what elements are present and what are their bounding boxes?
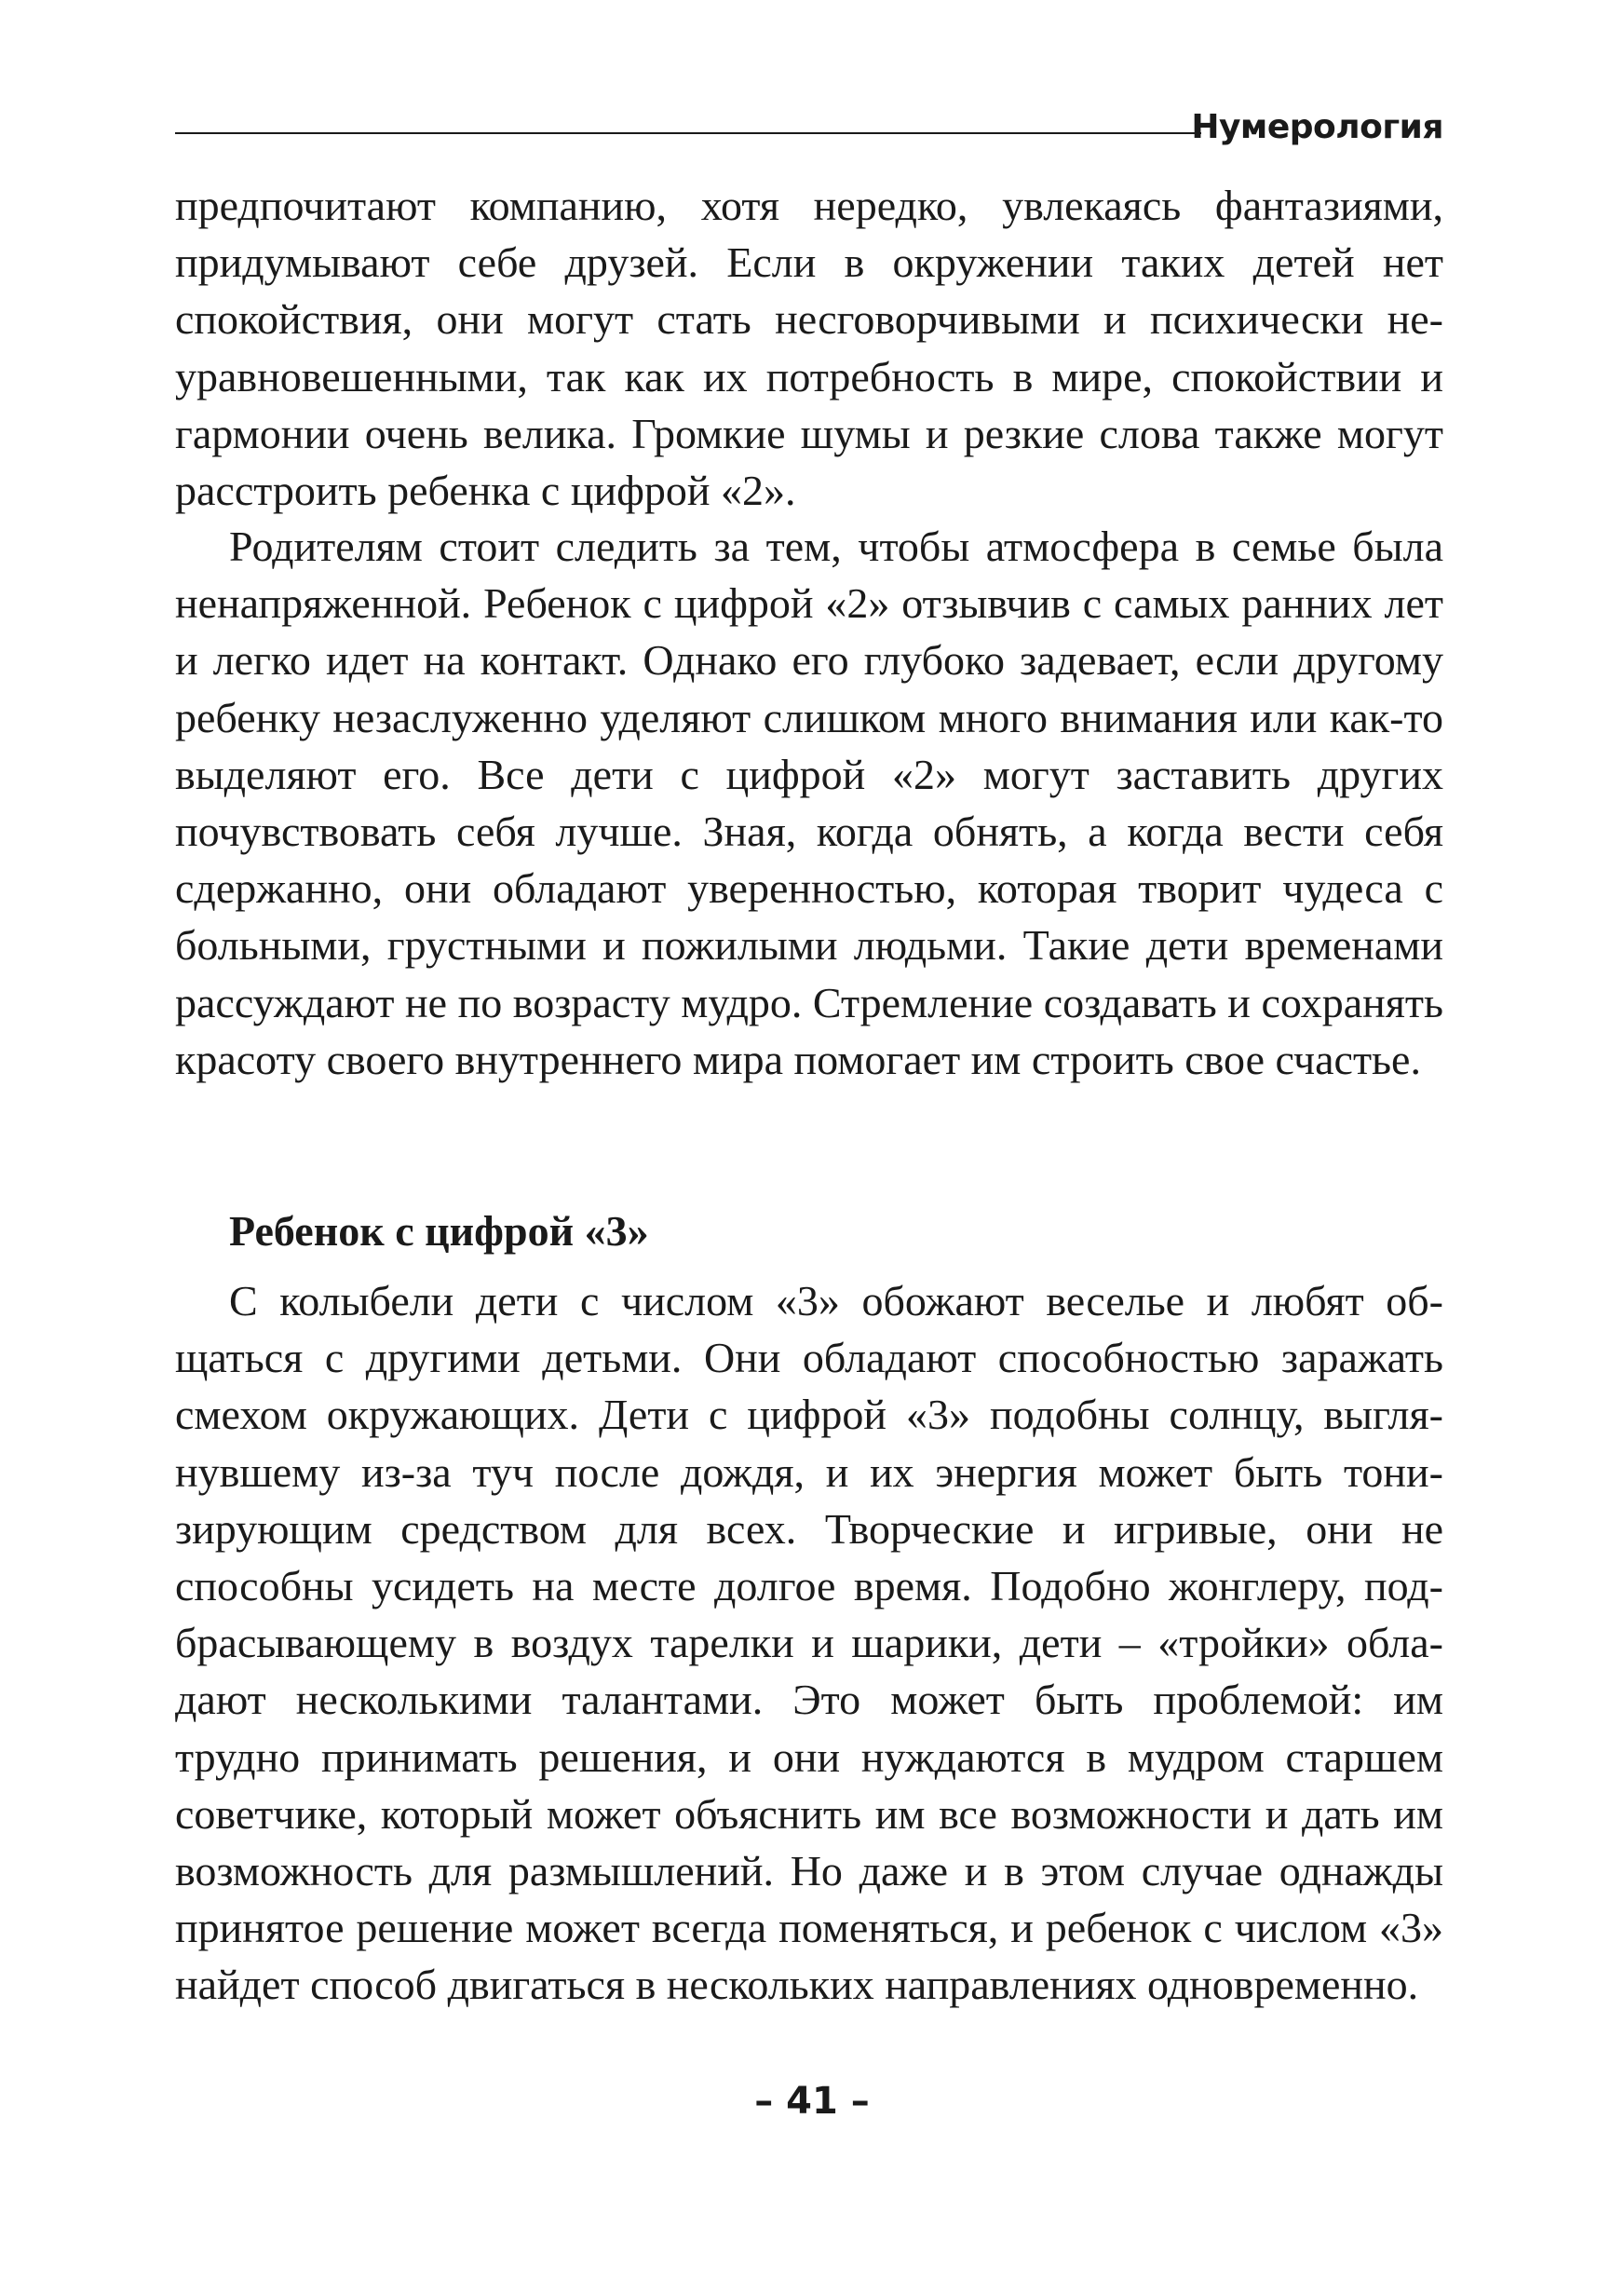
header-rule xyxy=(175,132,1201,134)
running-header xyxy=(175,104,1443,153)
section-heading: Ребенок с цифрой «3» xyxy=(229,1207,649,1255)
paragraph-text: С колыбели дети с числом «3» обожают веселье и любят общаться с другими детьми. Они обладают способностью заражать смехом окружающих. Дети с цифрой «3» подобны солнцу, выглянувшему из-за туч после дождя, и их энергия может быть тонизирующим средством для всех. Творческие и игривые, они не способны усидеть на месте долгое время. Подобно жонглеру, подбрасывающему в воздух тарелки и шарики, дети – «тройки» обладают несколькими талантами. Это может быть проблемой: им трудно принимать решения, и они нуждаются в мудром старшем советчике, который может объяснить им все возможности и дать им возможность для размышлений. Но даже и в этом случае однажды принятое решение может всегда поменяться, и ребенок с числом «3» найдет способ двигаться в нескольких направлениях одновременно. xyxy=(175,1277,1443,2009)
paragraph xyxy=(175,1272,1443,2014)
paragraph xyxy=(175,518,1443,1088)
paragraph-continuation xyxy=(175,177,1443,519)
page-number: – 41 – xyxy=(754,2080,870,2123)
paragraph-text: Родителям стоит следить за тем, чтобы атмосфера в семье была ненапряженной. Ребенок с цифрой «2» отзывчив с самых ранних лет и легко идет на контакт. Однако его глубоко задевает, если другому ребенку незаслуженно уделяют слишком много внимания или как-то выделяют его. Все дети с цифрой «2» могут заставить других почувствовать себя лучше. Зная, когда обнять, а когда вести себя сдержанно, они обладают уверенностью, которая творит чудеса с больными, грустными и пожилыми людьми. Такие дети временами рассуждают не по возрасту мудро. Стремление создавать и сохранять красоту своего внутреннего мира помогает им строить свое счастье. xyxy=(175,523,1443,1083)
paragraph-text: предпочитают компанию, хотя нередко, увлекаясь фантазиями, придумывают себе друзей. Если в окружении таких детей нет спокойствия, они могут стать несговорчивыми и психически неуравновешенными, так как их потребность в мире, спокойствии и гармонии очень велика. Громкие шумы и резкие слова также могут расстроить ребенка с цифрой «2». xyxy=(175,182,1443,515)
header-title: Нумерология xyxy=(1191,108,1443,146)
